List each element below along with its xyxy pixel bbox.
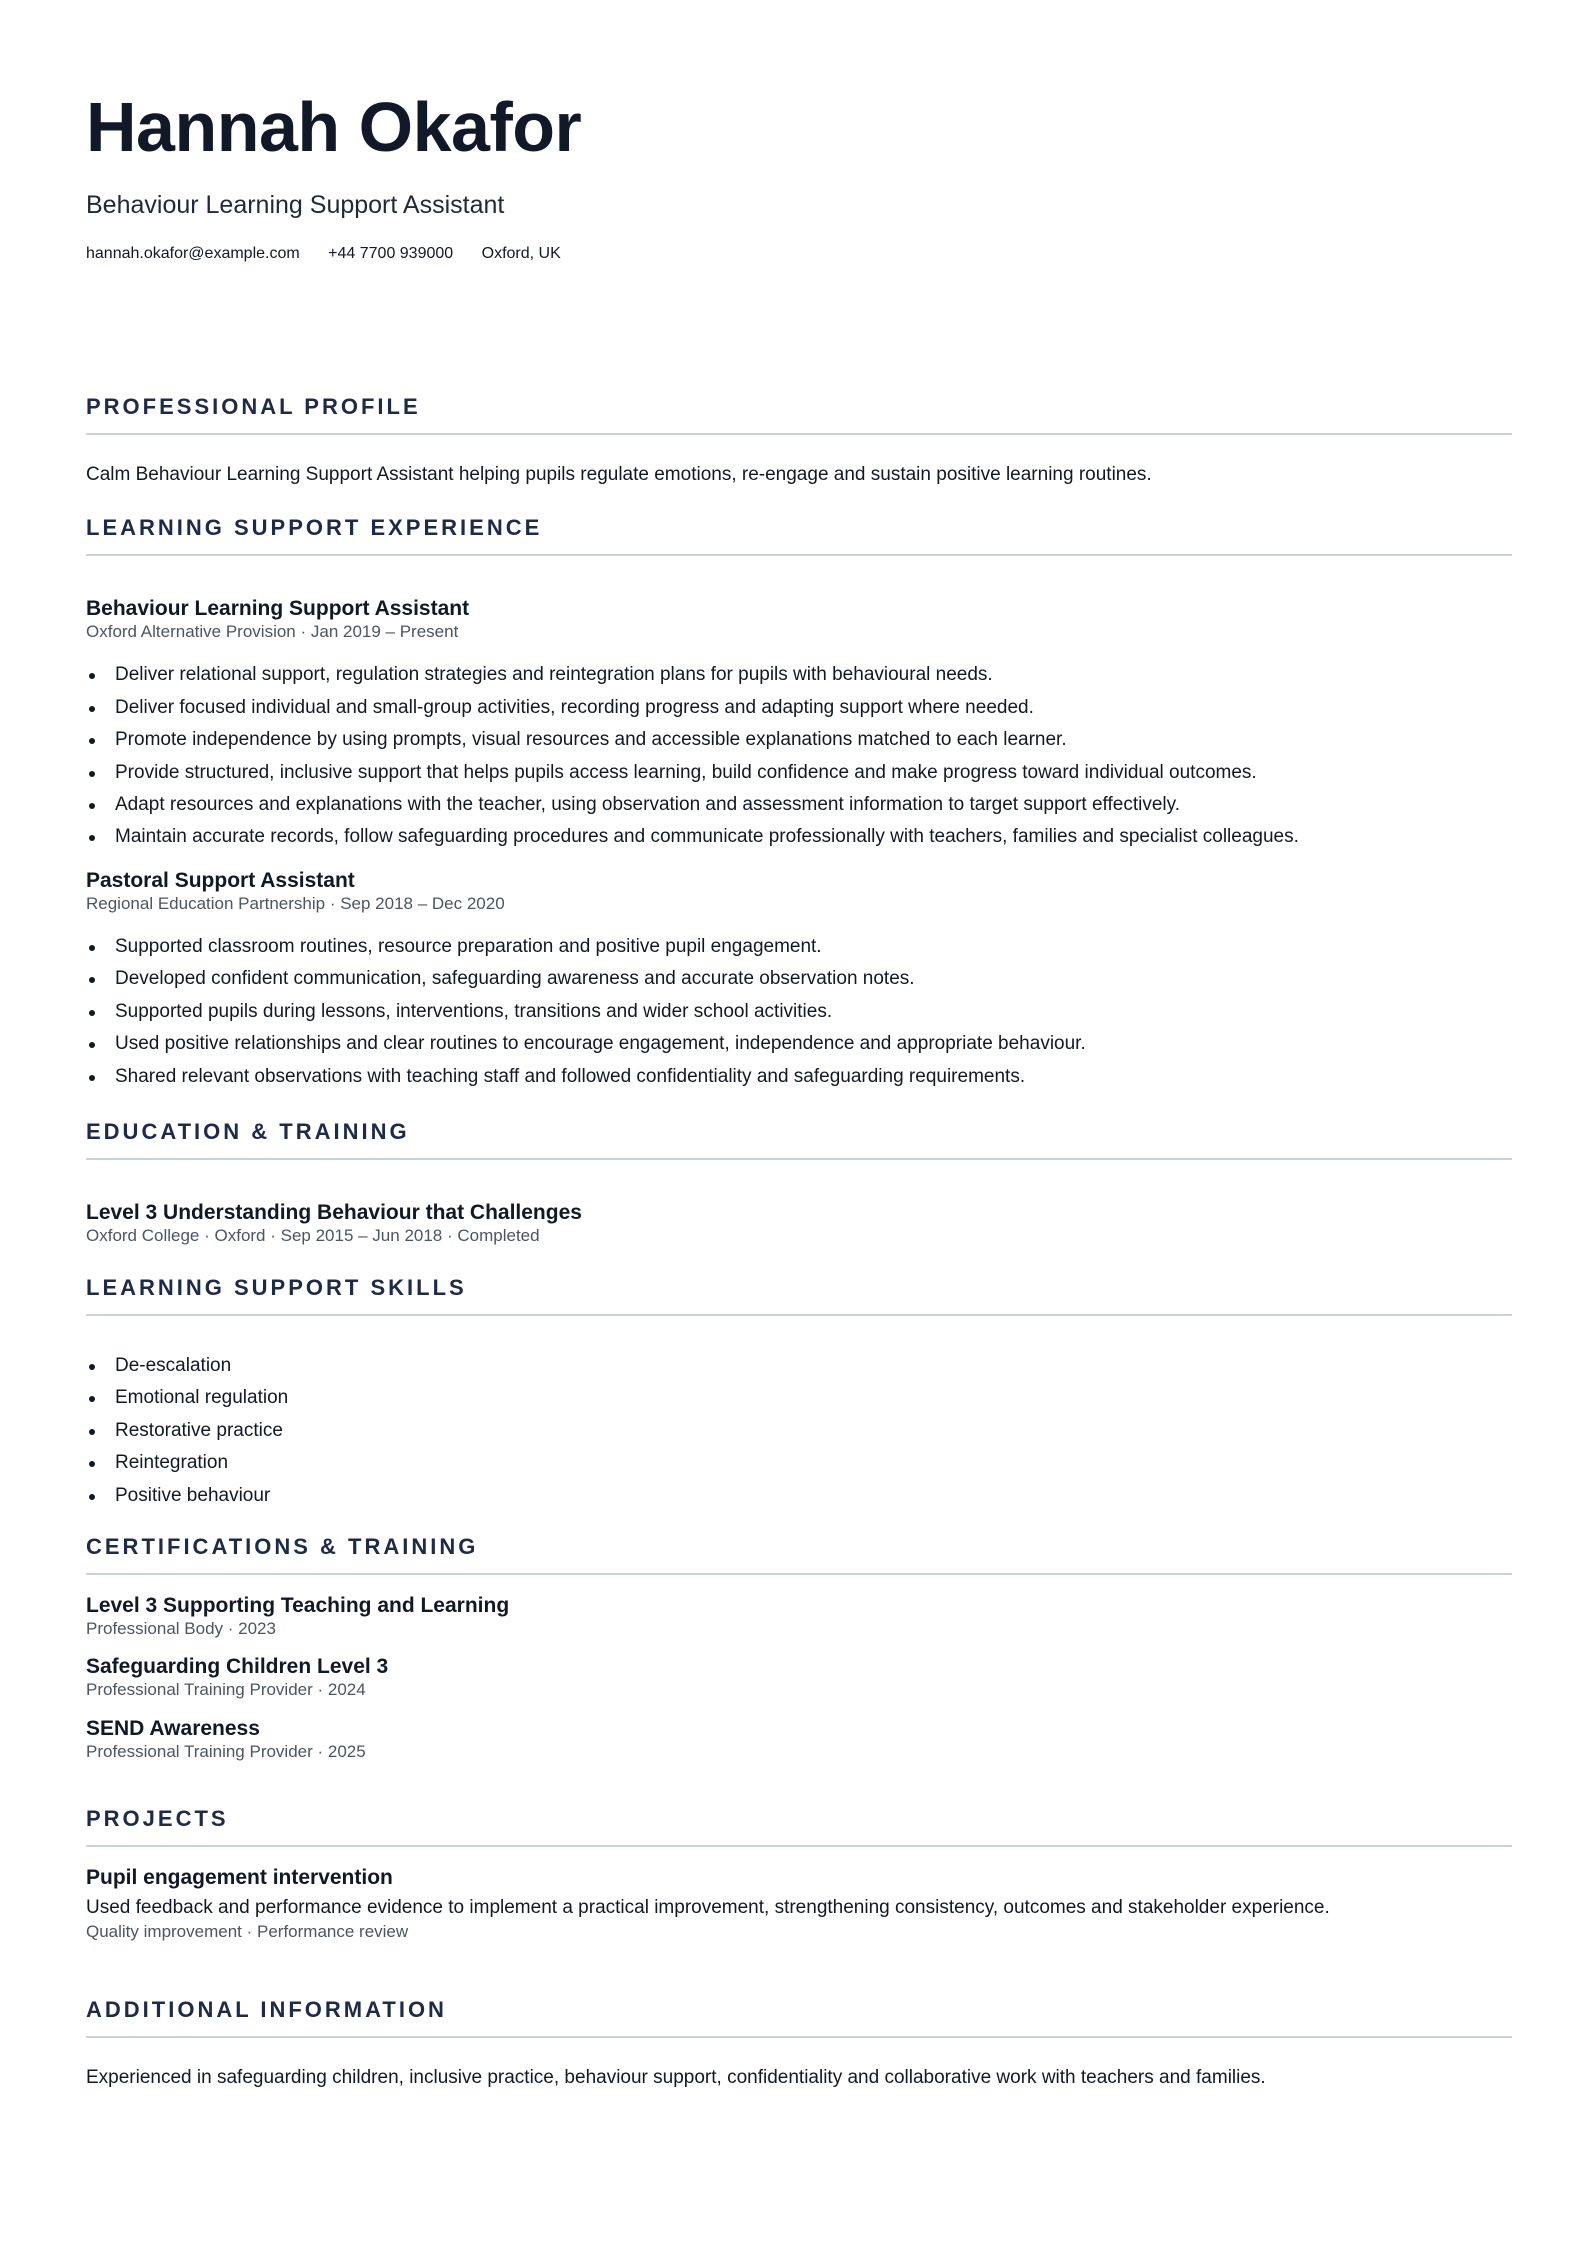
list-item: Adapt resources and explanations with the teacher, using observation and assessment information to target support effectively. xyxy=(115,789,1512,821)
list-item: Emotional regulation xyxy=(115,1382,1512,1414)
project-entry xyxy=(86,1865,1512,1943)
section-title-profile: PROFESSIONAL PROFILE xyxy=(86,394,421,419)
project-tags: Quality improvement · Performance review xyxy=(86,1921,409,1941)
contact-email[interactable]: hannah.okafor@example.com xyxy=(86,245,300,262)
contact-phone[interactable]: +44 7700 939000 xyxy=(328,245,454,262)
certification-meta: Professional Training Provider · 2025 xyxy=(86,1741,366,1761)
job-bullet-list xyxy=(86,659,1512,853)
skills-list xyxy=(86,1350,1512,1512)
job-bullet-list xyxy=(86,931,1512,1093)
job-title: Behaviour Learning Support Assistant xyxy=(86,597,470,620)
contact-location: Oxford, UK xyxy=(481,245,561,262)
section-certifications xyxy=(86,1536,1512,1763)
section-experience xyxy=(86,517,1512,1093)
section-divider xyxy=(86,433,1512,435)
candidate-headline: Behaviour Learning Support Assistant xyxy=(86,191,505,219)
education-meta: Oxford College · Oxford · Sep 2015 – Jun 2018 · Completed xyxy=(86,1226,540,1246)
certification-name: SEND Awareness xyxy=(86,1716,260,1740)
section-skills xyxy=(86,1277,1512,1512)
education-entry xyxy=(86,1200,1512,1247)
section-divider xyxy=(86,554,1512,556)
profile-summary: Calm Behaviour Learning Support Assistant helping pupils regulate emotions, re-engage and sustain positive learning routines. xyxy=(86,464,1152,485)
list-item: Restorative practice xyxy=(115,1415,1512,1447)
section-projects xyxy=(86,1808,1512,1943)
project-description: Used feedback and performance evidence to implement a practical improvement, strengthening consistency, outcomes and stakeholder experience. xyxy=(86,1897,1330,1919)
experience-entry xyxy=(86,596,1512,854)
list-item: Positive behaviour xyxy=(115,1480,1512,1512)
certification-name: Level 3 Supporting Teaching and Learning xyxy=(86,1594,510,1617)
job-title: Pastoral Support Assistant xyxy=(86,868,355,892)
section-title-projects: PROJECTS xyxy=(86,1806,229,1831)
list-item: Deliver relational support, regulation strategies and reintegration plans for pupils with behavioural needs. xyxy=(115,659,1512,691)
section-divider xyxy=(86,1158,1512,1160)
list-item: Provide structured, inclusive support that helps pupils access learning, build confidence and make progress toward individual outcomes. xyxy=(115,757,1512,789)
section-title-education: EDUCATION & TRAINING xyxy=(86,1119,410,1144)
section-title-skills: LEARNING SUPPORT SKILLS xyxy=(86,1275,467,1300)
certification-meta: Professional Training Provider · 2024 xyxy=(86,1680,366,1700)
section-title-certifications: CERTIFICATIONS & TRAINING xyxy=(86,1534,479,1559)
certification-entry xyxy=(86,1593,1512,1640)
project-name: Pupil engagement intervention xyxy=(86,1866,393,1889)
section-divider xyxy=(86,2036,1512,2038)
section-additional xyxy=(86,1999,1512,2091)
section-title-additional: ADDITIONAL INFORMATION xyxy=(86,1997,447,2022)
list-item: De-escalation xyxy=(115,1350,1512,1382)
list-item: Developed confident communication, safeguarding awareness and accurate observation notes. xyxy=(115,963,1512,995)
section-divider xyxy=(86,1314,1512,1316)
list-item: Deliver focused individual and small-group activities, recording progress and adapting support where needed. xyxy=(115,692,1512,724)
education-name: Level 3 Understanding Behaviour that Challenges xyxy=(86,1201,582,1224)
additional-text: Experienced in safeguarding children, inclusive practice, behaviour support, confidentiality and collaborative work with teachers and families. xyxy=(86,2067,1266,2088)
certification-entry xyxy=(86,1654,1512,1701)
certification-name: Safeguarding Children Level 3 xyxy=(86,1655,389,1679)
list-item: Supported pupils during lessons, interventions, transitions and wider school activities. xyxy=(115,996,1512,1028)
list-item: Promote independence by using prompts, visual resources and accessible explanations matched to each learner. xyxy=(115,724,1512,756)
certification-entry xyxy=(86,1716,1512,1763)
list-item: Supported classroom routines, resource preparation and positive pupil engagement. xyxy=(115,931,1512,963)
job-meta: Regional Education Partnership · Sep 2018 – Dec 2020 xyxy=(86,893,505,913)
list-item: Used positive relationships and clear routines to encourage engagement, independence and appropriate behaviour. xyxy=(115,1028,1512,1060)
section-education xyxy=(86,1121,1512,1247)
section-divider xyxy=(86,1845,1512,1847)
certification-meta: Professional Body · 2023 xyxy=(86,1619,276,1639)
job-meta: Oxford Alternative Provision · Jan 2019 – Present xyxy=(86,622,459,642)
contact-line xyxy=(86,245,585,263)
section-profile xyxy=(86,396,1512,488)
section-divider xyxy=(86,1573,1512,1575)
list-item: Reintegration xyxy=(115,1447,1512,1479)
list-item: Maintain accurate records, follow safeguarding procedures and communicate professionally with teachers, families and specialist colleagues. xyxy=(115,821,1512,853)
section-title-experience: LEARNING SUPPORT EXPERIENCE xyxy=(86,515,543,540)
experience-entry xyxy=(86,868,1512,1093)
list-item: Shared relevant observations with teaching staff and followed confidentiality and safeguarding requirements. xyxy=(115,1061,1512,1093)
candidate-name: Hannah Okafor xyxy=(86,88,582,166)
